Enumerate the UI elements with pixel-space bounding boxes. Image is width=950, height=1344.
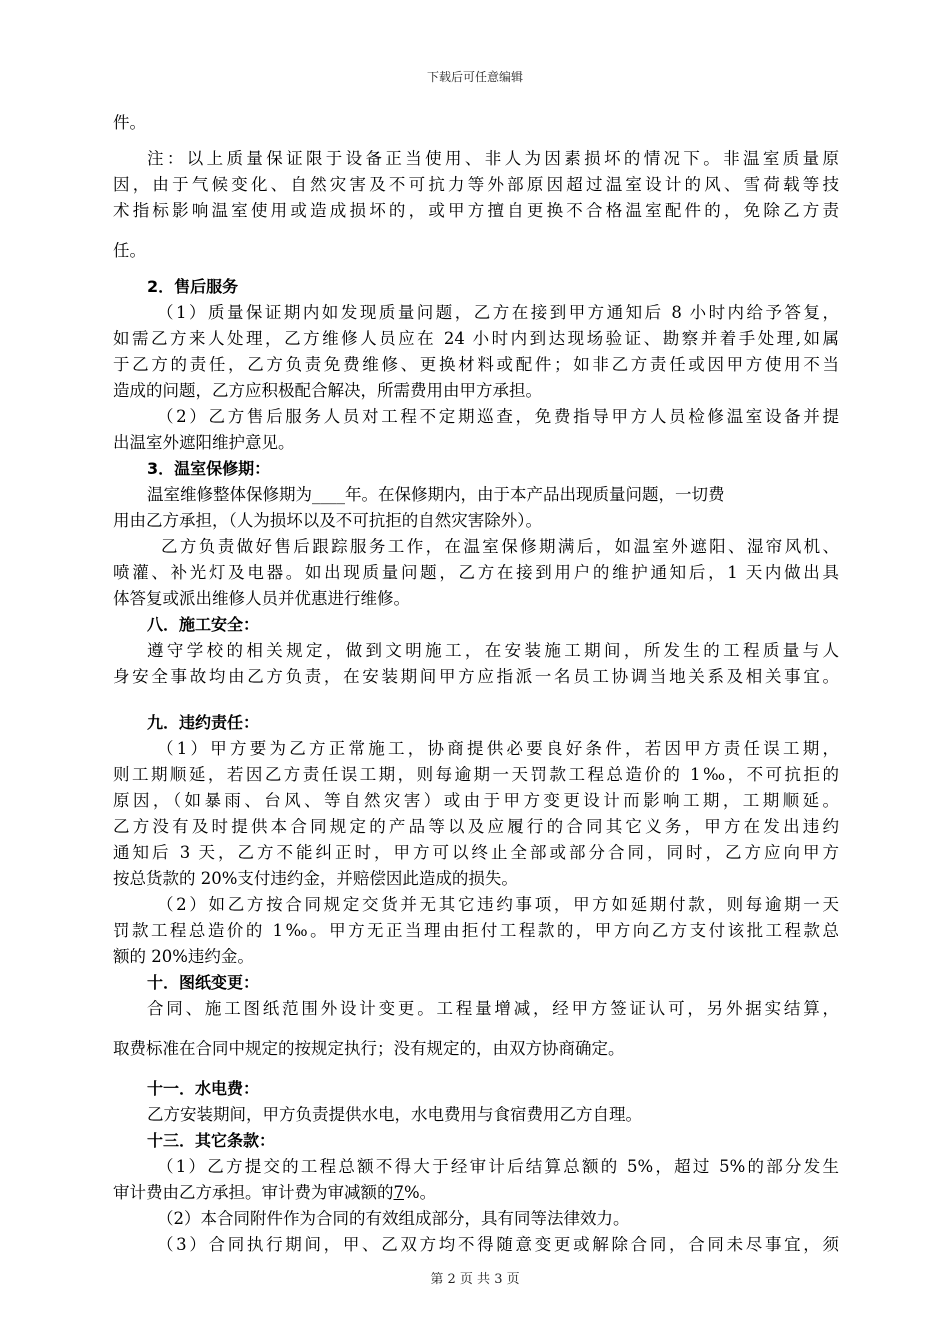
paragraph-line [113,482,839,508]
footer-prefix: 第 [430,1272,444,1287]
paragraph-line: 乙方负责做好售后跟踪服务工作，在温室保修期满后，如温室外遮阳、湿帘风机、 [161,537,839,556]
paragraph-line: （1）乙方提交的工程总额不得大于经审计后结算总额的 5%，超过 5%的部分发生 [157,1157,839,1176]
paragraph-line: （2）本合同附件作为合同的有效组成部分，具有同等法律效力。 [157,1209,630,1228]
section-heading-other: 十三．其它条款： [147,1131,276,1150]
paragraph-line: 通知后 3 天，乙方不能纠正时，甲方可以终止全部或部分合同，同时，乙方应向甲方 [113,843,839,862]
paragraph-line: （1）甲方要为乙方正常施工，协商提供必要良好条件，若因甲方责任误工期， [157,739,839,758]
paragraph-line: 乙方安装期间，甲方负责提供水电，水电费用与食宿费用乙方自理。 [147,1105,642,1124]
paragraph-line: 额的 20%违约金。 [113,947,254,966]
section-heading-drawings: 十．图纸变更： [147,973,260,992]
paragraph-line: 造成的问题，乙方应积极配合解决，所需费用由甲方承担。 [113,381,542,400]
page-footer [0,1268,950,1287]
footer-middle: 页 共 [459,1272,491,1287]
note-line: 术指标影响温室使用或造成损坏的，或甲方擅自更换不合格温室配件的，免除乙方责 [113,201,839,220]
paragraph-line: 件。 [113,113,146,132]
note-line: 任。 [113,241,146,260]
paragraph-line: 于乙方的责任，乙方负责免费维修、更换材料或配件；如非乙方责任或因甲方使用不当 [113,355,839,374]
footer-suffix: 页 [506,1272,520,1287]
section-heading-safety: 八．施工安全： [147,615,260,634]
paragraph-line: 喷灌、补光灯及电器。如出现质量问题，乙方在接到用户的维护通知后，1 天内做出具 [113,563,839,582]
note-line: 因，由于气候变化、自然灾害及不可抗力等外部原因超过温室设计的风、雪荷载等技 [113,175,839,194]
footer-current-page: 2 [447,1272,456,1287]
warranty-years-blank: ____ [312,485,345,504]
paragraph-line: （2）如乙方按合同规定交货并无其它违约事项，甲方如延期付款，则每逾期一天 [157,895,839,914]
paragraph-line: 如需乙方来人处理，乙方维修人员应在 24 小时内到达现场验证、勘察并着手处理,如属 [113,329,839,348]
audit-text: %。 [404,1183,437,1202]
document-body [113,110,839,1258]
paragraph-line: 出温室外遮阳维护意见。 [113,433,295,452]
section-heading-utilities: 十一．水电费： [147,1079,260,1098]
section-heading-after-sales: 2．售后服务 [147,277,239,296]
paragraph-line: 体答复或派出维修人员并优惠进行维修。 [113,589,410,608]
paragraph-line: 用由乙方承担，（人为损坏以及不可抗拒的自然灾害除外）。 [113,511,542,530]
paragraph-line: 身安全事故均由乙方负责，在安装期间甲方应指派一名员工协调当地关系及相关事宜。 [113,667,839,686]
section-heading-breach: 九．违约责任： [147,713,260,732]
paragraph-line: （1）质量保证期内如发现质量问题，乙方在接到甲方通知后 8 小时内给予答复， [157,303,839,322]
audit-text: 审计费由乙方承担。审计费为审减额的 [113,1183,394,1202]
page-header: 下载后可任意编辑 [426,70,523,84]
footer-total-pages: 3 [494,1272,503,1287]
paragraph-line: （3）合同执行期间，甲、乙双方均不得随意变更或解除合同，合同未尽事宜，须 [157,1235,839,1254]
paragraph-line: 原因，（如暴雨、台风、等自然灾害）或由于甲方变更设计而影响工期，工期顺延。 [113,791,839,810]
paragraph-line: 按总货款的 20%支付违约金，并赔偿因此造成的损失。 [113,869,518,888]
paragraph-line: 则工期顺延，若因乙方责任误工期，则每逾期一天罚款工程总造价的 1‰，不可抗拒的 [113,765,839,784]
paragraph-line: 罚款工程总造价的 1‰。甲方无正当理由拒付工程款的，甲方向乙方支付该批工程款总 [113,921,839,940]
paragraph-line: 遵守学校的相关规定，做到文明施工，在安装施工期间，所发生的工程质量与人 [147,641,839,660]
warranty-text: 年。在保修期内，由于本产品出现质量问题，一切费 [345,485,725,504]
note-line: 注：以上质量保证限于设备正当使用、非人为因素损坏的情况下。非温室质量原 [147,149,839,168]
paragraph-line: 取费标准在合同中规定的按规定执行；没有规定的，由双方协商确定。 [113,1039,625,1058]
section-heading-warranty: 3．温室保修期： [147,459,271,478]
paragraph-line [113,1180,839,1206]
audit-rate-underlined: 7 [393,1183,404,1202]
paragraph-line: （2）乙方售后服务人员对工程不定期巡查，免费指导甲方人员检修温室设备并提 [157,407,839,426]
paragraph-line: 合同、施工图纸范围外设计变更。工程量增减，经甲方签证认可，另外据实结算， [147,999,839,1018]
warranty-text: 温室维修整体保修期为 [147,485,312,504]
paragraph-line: 乙方没有及时提供本合同规定的产品等以及应履行的合同其它义务，甲方在发出违约 [113,817,839,836]
